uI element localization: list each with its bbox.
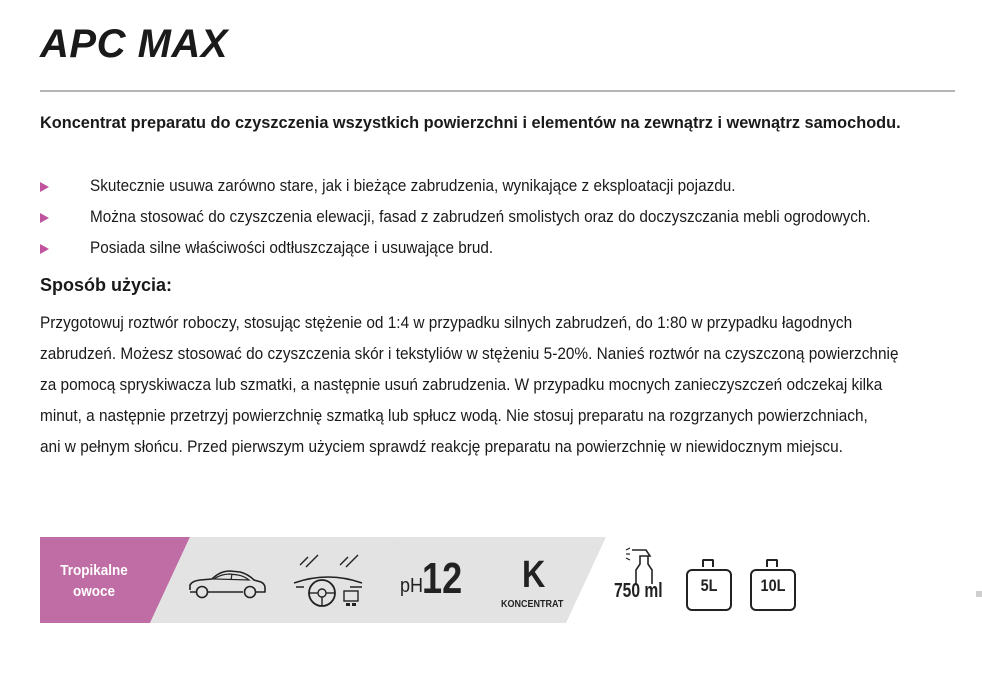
product-title: APC MAX (40, 22, 228, 66)
list-item (40, 203, 970, 234)
usage-line: Przygotowuj roztwór roboczy, stosując stężenie od 1:4 w przypadku silnych zabrudzeń, do 1:80 w przypadku łagodnych (40, 313, 853, 332)
usage-line: zabrudzeń. Możesz stosować do czyszczenia skór i tekstyliów w stężeniu 5-20%. Nanieś roztwór na czyszczoną powierzchnię (40, 344, 899, 363)
usage-line: ani w pełnym słońcu. Przed pierwszym użyciem sprawdź reakcję preparatu na powierzchnię w niewidocznym miejscu. (40, 437, 843, 456)
usage-line: minut, a następnie przetrzyj powierzchnię szmatką lub spłucz wodą. Nie stosuj preparatu na rozgrzanych powierzchniach, (40, 406, 868, 425)
concentrate-letter: K (522, 554, 546, 596)
car-exterior-icon (186, 566, 268, 602)
bullet-arrow-icon (40, 182, 49, 192)
title-divider (40, 90, 955, 92)
volume-5l: 5L (700, 576, 718, 595)
feature-text: Posiada silne właściwości odtłuszczające i usuwające brud. (90, 238, 494, 257)
feature-list (40, 172, 970, 265)
list-item (40, 234, 970, 265)
scent-label-line: owoce (72, 583, 116, 600)
concentrate-label: KONCENTRAT (501, 599, 564, 610)
edge-mark (976, 591, 982, 597)
scent-label (45, 560, 142, 602)
ph-value: 12 (422, 554, 463, 603)
ph-prefix: pH (400, 575, 424, 597)
scent-label-line: Tropikalne (60, 562, 128, 579)
volume-750ml: 750 ml (614, 580, 663, 602)
canister-cap-icon (702, 559, 714, 567)
canister-cap-icon (766, 559, 778, 567)
bullet-arrow-icon (40, 213, 49, 223)
usage-heading: Sposób użycia: (40, 275, 173, 295)
feature-text: Skutecznie usuwa zarówno stare, jak i bieżące zabrudzenia, wynikające z eksploatacji pojazdu. (90, 176, 736, 195)
product-intro: Koncentrat preparatu do czyszczenia wszystkich powierzchni i elementów na zewnątrz i wewnątrz samochodu. (40, 113, 901, 132)
volume-10l: 10L (760, 576, 786, 595)
car-interior-icon (292, 553, 364, 613)
usage-text (40, 307, 954, 462)
usage-line: za pomocą spryskiwacza lub szmatki, a następnie usuń zabrudzenia. W przypadku mocnych zanieczyszczeń odczekaj kilka (40, 375, 883, 394)
bullet-arrow-icon (40, 244, 49, 254)
feature-text: Można stosować do czyszczenia elewacji, fasad z zabrudzeń smolistych oraz do doczyszczania mebli ogrodowych. (90, 207, 871, 226)
list-item (40, 172, 970, 203)
